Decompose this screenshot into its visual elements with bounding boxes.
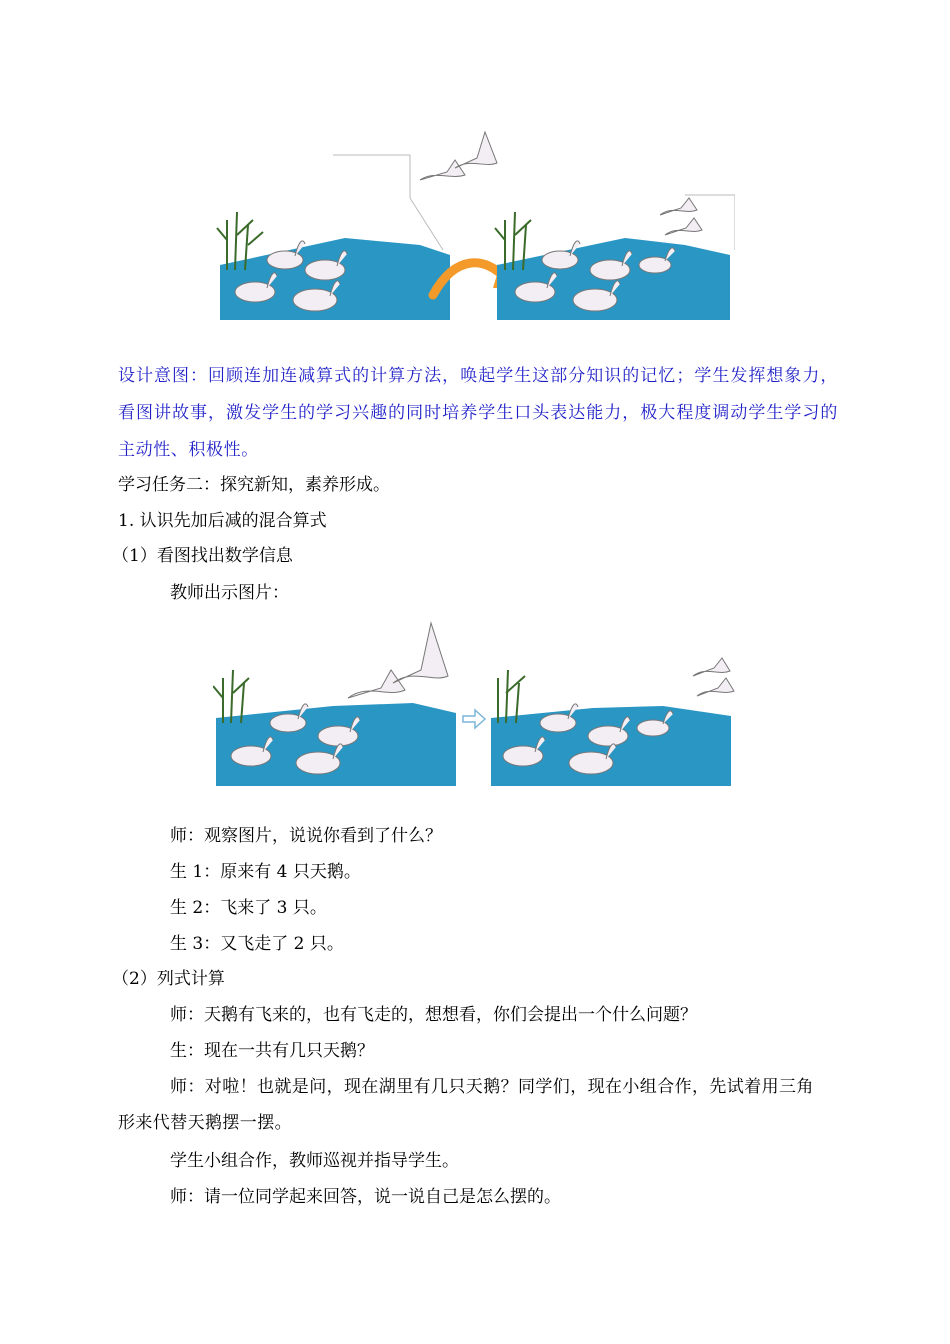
dialog4-line-0: 学生小组合作，教师巡视并指导学生。 — [170, 1151, 459, 1171]
dialog4-line-1: 师：请一位同学起来回答，说一说自己是怎么摆的。 — [170, 1187, 561, 1207]
teacher-show-line: 教师出示图片： — [170, 583, 289, 603]
lake-panel-left — [217, 132, 497, 320]
lake-panel-left-2 — [213, 623, 456, 786]
design-intent-paragraph: 设计意图：回顾连加连减算式的计算方法，唤起学生这部分知识的记忆；学生发挥想象力，看图讲故事，激发学生的学习兴趣的同时培养学生口头表达能力，极大程度调动学生学习的主动性、积极性。 — [118, 366, 838, 460]
section1-heading: 1. 认识先加后减的混合算式 — [118, 511, 327, 531]
swan-lake-illustration-top — [215, 120, 735, 325]
lake-panel-right — [495, 195, 735, 320]
dialog1-line-0: 师：观察图片，说说你看到了什么？ — [170, 826, 442, 846]
dialog1-line-3: 生 3：又飞走了 2 只。 — [170, 934, 344, 954]
dialog2-line-0: 师：天鹅有飞来的，也有飞走的，想想看，你们会提出一个什么问题？ — [170, 1005, 697, 1025]
swan-lake-illustration-second — [213, 618, 738, 788]
sub2-heading: （2）列式计算 — [112, 969, 225, 989]
lake-panel-right-2 — [491, 658, 734, 786]
sub1-heading: （1）看图找出数学信息 — [112, 546, 293, 566]
blue-arrow — [463, 710, 485, 728]
dialog3-paragraph: 师：对啦！也就是问，现在湖里有几只天鹅？同学们，现在小组合作，先试着用三角形来代替天鹅摆一摆。 — [118, 1077, 814, 1133]
dialog1-line-1: 生 1：原来有 4 只天鹅。 — [170, 862, 361, 882]
dialog1-line-2: 生 2：飞来了 3 只。 — [170, 898, 327, 918]
task2-heading: 学习任务二：探究新知，素养形成。 — [118, 475, 390, 495]
dialog2-line-1: 生：现在一共有几只天鹅？ — [170, 1041, 374, 1061]
